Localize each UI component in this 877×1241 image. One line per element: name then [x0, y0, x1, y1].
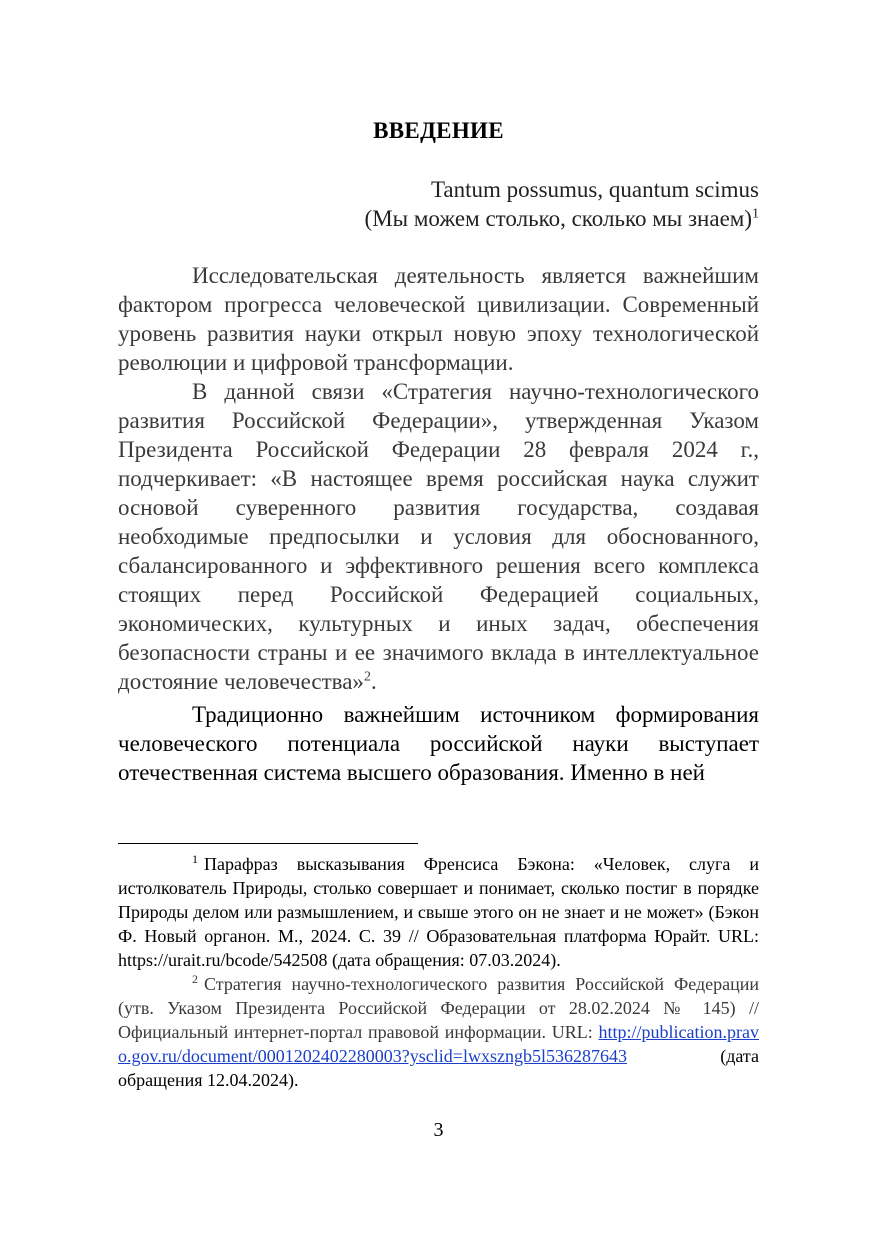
- footnote-ref-2[interactable]: 2: [363, 669, 371, 685]
- document-page: [118, 0, 759, 1241]
- footnote-2-text: Стратегия научно-технологического развития Российской Федерации (утв. Указом Президента Российской Федерации от 28.02.2024 № 145) // Официальный интернет-портал правовой информации. URL:: [118, 974, 759, 1042]
- paragraph-2-text: В данной связи «Стратегия научно-технологического развития Российской Федерации», утвержденная Указом Президента Российской Федерации 28 февраля 2024 г., подчеркивает: «В настоящее время российская наука служит основой суверенного развития государства, создавая необходимые предпосылки и условия для обоснованного, сбалансированного и эффективного решения всего комплекса стоящих перед Российской Федерацией социальных, экономических, культурных и иных задач, обеспечения безопасности страны и ее значимого вклада в интеллектуальное достояние человечества»: [118, 379, 759, 694]
- footnotes: [118, 852, 759, 1092]
- paragraph-2-end: .: [370, 669, 377, 694]
- paragraph-3: Традиционно важнейшим источником формирования человеческого потенциала российской науки выступает отечественная система высшего образования. Именно в ней: [118, 702, 759, 785]
- epigraph: [118, 175, 759, 233]
- page-number: 3: [433, 1119, 444, 1141]
- footnote-2-marker: 2: [192, 972, 198, 986]
- footnote-2: [118, 972, 759, 1092]
- paragraph-1: Исследовательская деятельность является важнейшим фактором прогресса человеческой цивилизации. Современный уровень развития науки открыл новую эпоху технологической революции и цифровой трансформации.: [118, 263, 759, 375]
- paragraph-2: [118, 377, 759, 696]
- body-text: [118, 261, 759, 787]
- footnote-1: [118, 852, 759, 972]
- footnote-1-text: Парафраз высказывания Френсиса Бэкона: «Человек, слуга и истолкователь Природы, столько совершает и понимает, сколько постиг в порядке Природы делом или размышлением, и свыше этого он не знает и не может» (Бэкон Ф. Новый органон. М., 2024. С. 39 // Образовательная платформа Юрайт. URL: https://urait.ru/bcode/542508 (дата обращения: 07.03.2024).: [118, 854, 759, 970]
- epigraph-translation: (Мы можем столько, сколько мы знаем): [364, 206, 752, 231]
- footnote-ref-1[interactable]: 1: [752, 206, 759, 222]
- footnote-1-marker: 1: [192, 852, 198, 866]
- epigraph-translation-line: [118, 204, 759, 233]
- footnote-2-access-date: (дата обращения 12.04.2024).: [118, 1046, 759, 1090]
- footnote-2-link[interactable]: http://publication.pravo.gov.ru/document/0001202402280003?ysclid=lwxszngb5l536287643: [118, 1022, 760, 1066]
- epigraph-latin: Tantum possumus, quantum scimus: [430, 177, 759, 202]
- section-heading: ВВЕДЕНИЕ: [373, 118, 504, 143]
- footnote-separator: [118, 843, 418, 844]
